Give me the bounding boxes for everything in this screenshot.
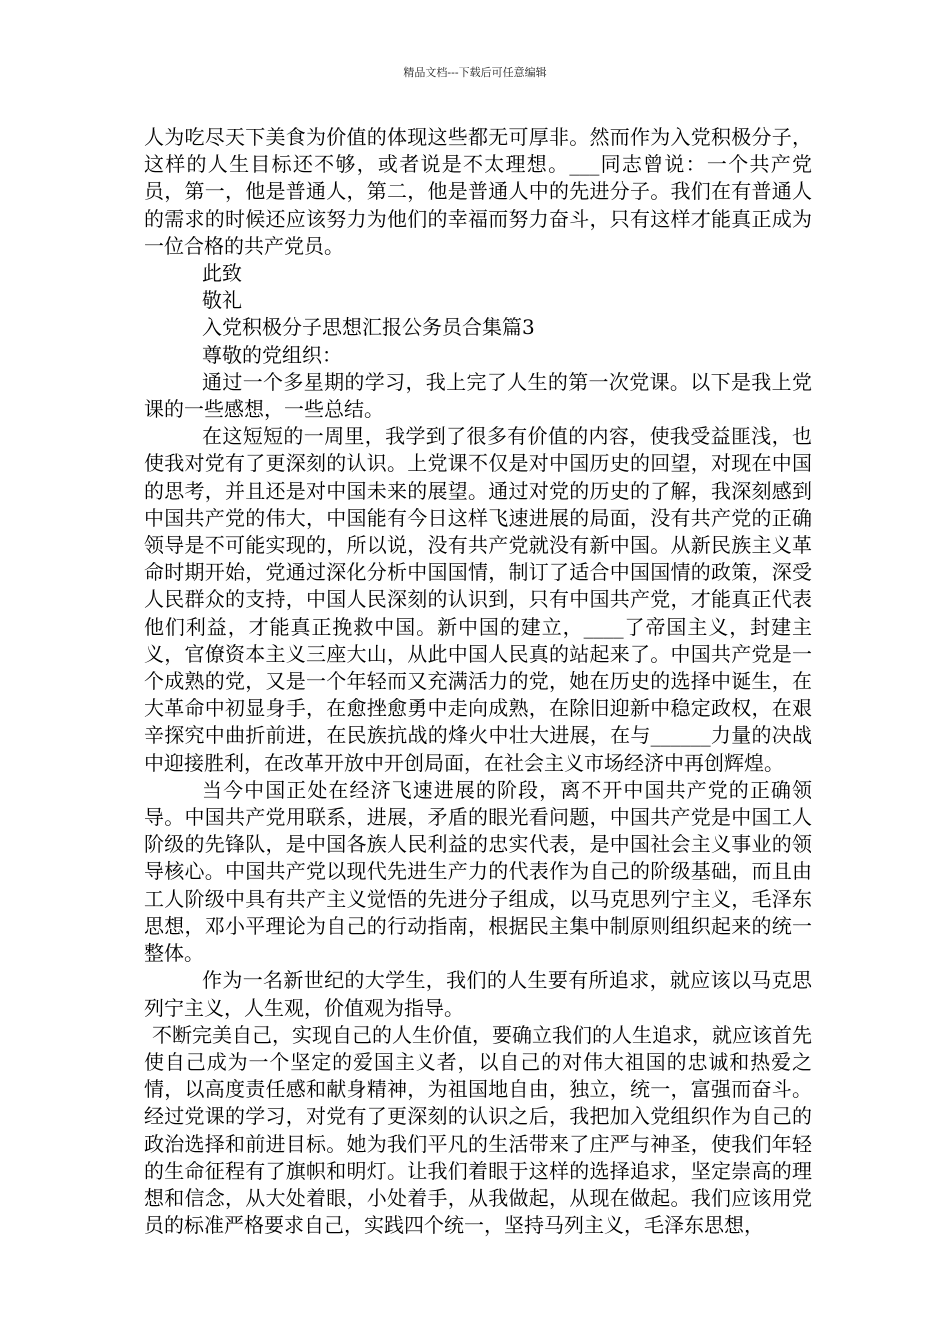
document-body bbox=[144, 124, 812, 1239]
closing-cizhi: 此致 bbox=[202, 261, 242, 286]
paragraph-continued: 人为吃尽天下美食为价值的体现这些都无可厚非。然而作为入党积极分子，这样的人生目标还不够，或者说是不太理想。___同志曾说：一个共产党员，第一，他是普通人，第二，他是普通人中的先进分子。我们在有普通人的需求的时候还应该努力为他们的幸福而努力奋斗，只有这样才能真正成为一位合格的共产党员。 bbox=[144, 125, 812, 258]
paragraph: 不断完美自己，实现自己的人生价值，要确立我们的人生追求，就应该首先使自己成为一个坚定的爱国主义者，以自己的对伟大祖国的忠诚和热爱之情，以高度责任感和献身精神，为祖国地自由，独立，统一，富强而奋斗。经过党课的学习，对党有了更深刻的认识之后，我把加入党组织作为自己的政治选择和前进目标。她为我们平凡的生活带来了庄严与神圣，使我们年轻的生命征程有了旗帜和明灯。让我们着眼于这样的选择追求，坚定崇高的理想和信念，从大处着眼，小处着手，从我做起，从现在做起。我们应该用党员的标准严格要求自己，实践四个统一，坚持马列主义，毛泽东思想， bbox=[144, 1022, 812, 1238]
paragraph: 在这短短的一周里，我学到了很多有价值的内容，使我受益匪浅，也使我对党有了更深刻的认识。上党课不仅是对中国历史的回望，对现在中国的思考，并且还是对中国未来的展望。通过对党的历史的了解，我深刻感到中国共产党的伟大，中国能有今日这样飞速进展的局面，没有共产党的正确领导是不可能实现的，所以说，没有共产党就没有新中国。从新民族主义革命时期开始，党通过深化分析中国国情，制订了适合中国国情的政策，深受人民群众的支持，中国人民深刻的认识到，只有中国共产党，才能真正代表他们利益，才能真正挽救中国。新中国的建立，____了帝国主义，封建主义，官僚资本主义三座大山，从此中国人民真的站起来了。中国共产党是一个成熟的党，又是一个年轻而又充满活力的党，她在历史的选择中诞生，在大革命中初显身手，在愈挫愈勇中走向成熟，在除旧迎新中稳定政权，在艰辛探究中曲折前进，在民族抗战的烽火中壮大进展，在与______力量的决战中迎接胜利，在改革开放中开创局面，在社会主义市场经济中再创辉煌。 bbox=[144, 424, 812, 775]
paragraph: 作为一名新世纪的大学生，我们的人生要有所追求，就应该以马克思列宁主义，人生观，价值观为指导。 bbox=[144, 968, 812, 1020]
closing-jingli: 敬礼 bbox=[202, 288, 242, 313]
salutation: 尊敬的党组织： bbox=[202, 342, 342, 367]
section-title: 入党积极分子思想汇报公务员合集篇3 bbox=[202, 315, 535, 340]
page-header: 精品文档---下载后可任意编辑 bbox=[403, 66, 547, 79]
paragraph: 当今中国正处在经济飞速进展的阶段，离不开中国共产党的正确领导。中国共产党用联系，进展，矛盾的眼光看问题，中国共产党是中国工人阶级的先锋队，是中国各族人民利益的忠实代表，是中国社会主义事业的领导核心。中国共产党以现代先进生产力的代表作为自己的阶级基础，而且由工人阶级中具有共产主义觉悟的先进分子组成，以马克思列宁主义，毛泽东思想，邓小平理论为自己的行动指南，根据民主集中制原则组织起来的统一整体。 bbox=[144, 777, 812, 966]
paragraph: 通过一个多星期的学习，我上完了人生的第一次党课。以下是我上党课的一些感想，一些总结。 bbox=[144, 369, 812, 422]
